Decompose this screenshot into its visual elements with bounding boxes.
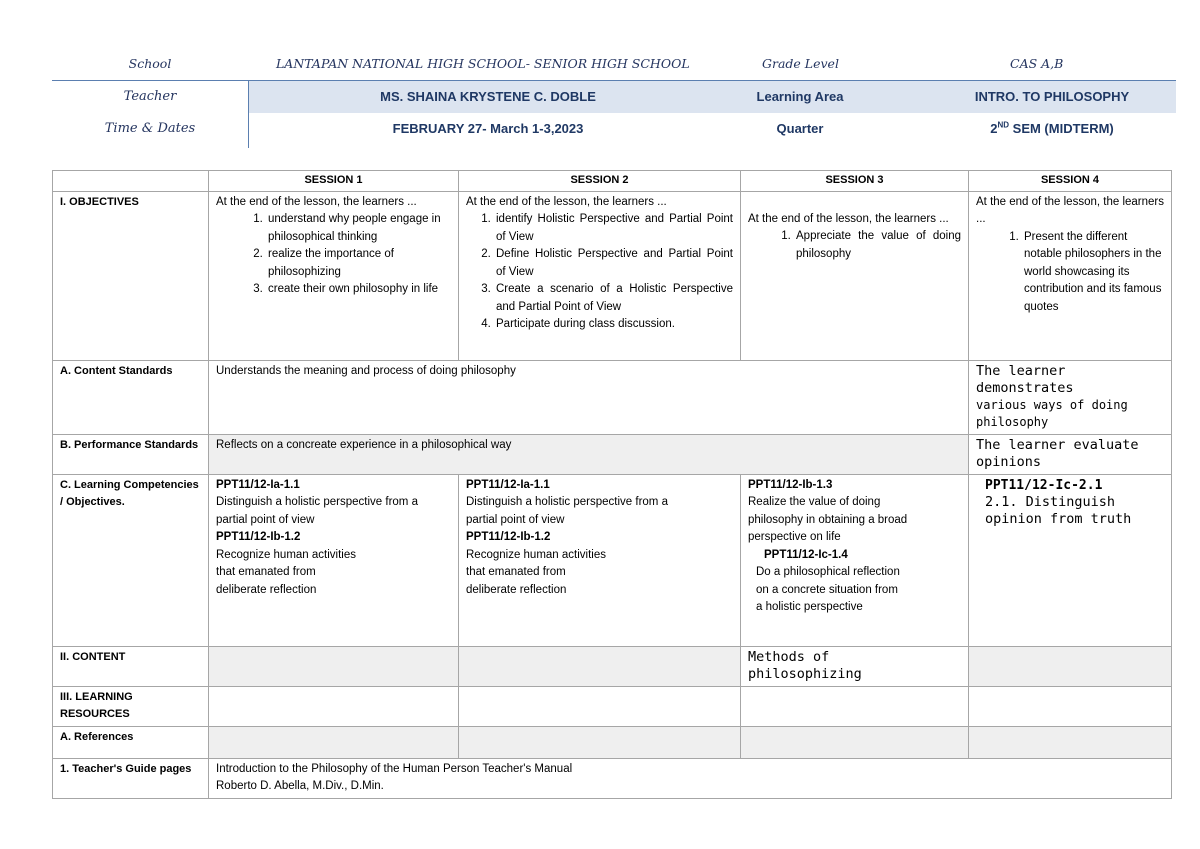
list-item: 1. identify Holistic Perspective and Partial Point of View	[494, 211, 733, 246]
content-session-1	[209, 646, 459, 686]
teachers-guide-line-2: Roberto D. Abella, M.Div., D.Min.	[216, 780, 384, 792]
competency-text: deliberate reflection	[466, 583, 567, 596]
performance-standards-main: Reflects on a concreate experience in a philosophical way	[209, 434, 969, 474]
competency-text: 2.1. Distinguish opinion from truth	[985, 494, 1132, 527]
header-row-time	[52, 113, 1176, 145]
references-session-1	[209, 726, 459, 758]
teachers-guide-row	[53, 758, 1172, 798]
content-row	[53, 646, 1172, 686]
learning-area-label: Learning Area	[756, 89, 844, 104]
time-dates-value: FEBRUARY 27- March 1-3,2023	[392, 121, 584, 136]
header-row-school	[52, 48, 1176, 81]
grade-level-value: CAS A,B	[1010, 56, 1064, 71]
competency-text: Distinguish a holistic perspective from a partial point of view	[466, 496, 668, 526]
list-item: 4. Participate during class discussion.	[494, 316, 733, 334]
references-session-4	[969, 726, 1172, 758]
competency-text: Do a philosophical reflection on a concrete situation from a holistic perspective	[756, 566, 900, 613]
quarter-value	[932, 113, 1172, 145]
list-item: 3. create their own philosophy in life	[266, 281, 451, 299]
teachers-guide-label: 1. Teacher's Guide pages	[53, 758, 209, 798]
header-divider	[248, 80, 249, 148]
session-header-row	[53, 171, 1172, 192]
competencies-label: C. Learning Competencies / Objectives.	[53, 474, 209, 646]
content-standards-s4-line2: various ways of doing philosophy	[976, 397, 1128, 429]
list-item: 1. Present the different notable philosophers in the world showcasing its contribution and its famous quotes	[1022, 229, 1164, 317]
content-standards-s4-line1: The learner demonstrates	[976, 362, 1074, 396]
objectives-s3-list	[748, 228, 961, 263]
competency-code: PPT11/12-Ic-1.4	[764, 548, 848, 561]
session-2-header: SESSION 2	[459, 171, 741, 192]
content-label: II. CONTENT	[53, 646, 209, 686]
resources-session-2	[459, 686, 741, 726]
list-item: 2. realize the importance of philosophizing	[266, 246, 451, 281]
performance-standards-row	[53, 434, 1172, 474]
objectives-row	[53, 191, 1172, 360]
competency-text: Recognize human activities	[216, 548, 356, 561]
teacher-value: MS. SHAINA KRYSTENE C. DOBLE	[380, 89, 596, 104]
teachers-guide-line-1: Introduction to the Philosophy of the Human Person Teacher's Manual	[216, 762, 573, 775]
competencies-session-4	[969, 474, 1172, 646]
competency-text: Distinguish a holistic perspective from a partial point of view	[216, 496, 418, 526]
school-value: LANTAPAN NATIONAL HIGH SCHOOL- SENIOR HIGH SCHOOL	[276, 56, 690, 71]
content-session-4	[969, 646, 1172, 686]
competency-code: PPT11/12-Ic-2.1	[985, 477, 1103, 493]
performance-standards-label: B. Performance Standards	[53, 434, 209, 474]
competency-code: PPT11/12-Ia-1.1	[466, 478, 550, 491]
learning-area-value: INTRO. TO PHILOSOPHY	[974, 89, 1130, 104]
competencies-row	[53, 474, 1172, 646]
quarter-label: Quarter	[776, 121, 824, 136]
list-item: 2. Define Holistic Perspective and Partial Point of View	[494, 246, 733, 281]
quarter-number: 2	[990, 121, 998, 136]
time-dates-label: Time & Dates	[104, 121, 196, 136]
session-1-header: SESSION 1	[209, 171, 459, 192]
list-item: 1. Appreciate the value of doing philosophy	[794, 228, 961, 263]
objectives-session-4	[969, 191, 1172, 360]
grade-level-label: Grade Level	[762, 56, 839, 71]
objectives-s3-intro: At the end of the lesson, the learners ...	[748, 212, 949, 225]
objectives-s1-intro: At the end of the lesson, the learners ...	[216, 195, 417, 208]
content-standards-main: Understands the meaning and process of doing philosophy	[209, 360, 969, 434]
learning-resources-label: III. LEARNING RESOURCES	[53, 686, 209, 726]
resources-session-1	[209, 686, 459, 726]
references-session-3	[741, 726, 969, 758]
lesson-plan-table	[52, 170, 1172, 799]
competency-text: deliberate reflection	[216, 583, 317, 596]
quarter-superscript: ND	[997, 120, 1010, 130]
competency-text: that emanated from	[216, 566, 316, 578]
objectives-session-2	[459, 191, 741, 360]
competency-code: PPT11/12-Ib-1.3	[748, 478, 833, 491]
objectives-s2-intro: At the end of the lesson, the learners ...	[466, 195, 667, 208]
competencies-session-2	[459, 474, 741, 646]
content-standards-label: A. Content Standards	[53, 360, 209, 434]
competencies-session-1	[209, 474, 459, 646]
resources-session-3	[741, 686, 969, 726]
header-row-teacher	[52, 81, 1176, 113]
content-standards-row	[53, 360, 1172, 434]
performance-standards-session-4: The learner evaluate opinions	[969, 434, 1172, 474]
objectives-s4-intro: At the end of the lesson, the learners ...	[976, 195, 1164, 225]
list-item: 3. Create a scenario of a Holistic Perspective and Partial Point of View	[494, 281, 733, 316]
competency-code: PPT11/12-Ia-1.1	[216, 478, 300, 491]
references-label: A. References	[53, 726, 209, 758]
learning-resources-row	[53, 686, 1172, 726]
objectives-label: I. OBJECTIVES	[53, 191, 209, 360]
content-session-3: Methods of philosophizing	[741, 646, 969, 686]
list-item: 1. understand why people engage in philosophical thinking	[266, 211, 451, 246]
competency-code: PPT11/12-Ib-1.2	[466, 531, 551, 543]
school-label: School	[128, 56, 172, 71]
objectives-s1-list	[216, 211, 451, 299]
competency-code: PPT11/12-Ib-1.2	[216, 531, 301, 543]
quarter-rest: SEM (MIDTERM)	[1009, 121, 1114, 136]
references-session-2	[459, 726, 741, 758]
objectives-s4-list	[976, 229, 1164, 317]
objectives-s2-list	[466, 211, 733, 334]
references-row	[53, 726, 1172, 758]
session-3-header: SESSION 3	[741, 171, 969, 192]
objectives-session-3	[741, 191, 969, 360]
competency-text: Recognize human activities	[466, 548, 606, 561]
competency-text: Realize the value of doing philosophy in obtaining a broad perspective on life	[748, 496, 908, 543]
competencies-session-3	[741, 474, 969, 646]
content-standards-session-4	[969, 360, 1172, 434]
corner-cell	[53, 171, 209, 192]
teacher-label: Teacher	[123, 89, 177, 104]
content-session-2	[459, 646, 741, 686]
resources-session-4	[969, 686, 1172, 726]
objectives-session-1	[209, 191, 459, 360]
teachers-guide-content	[209, 758, 1172, 798]
competency-text: that emanated from	[466, 566, 566, 578]
session-4-header: SESSION 4	[969, 171, 1172, 192]
lesson-header	[52, 48, 1176, 145]
